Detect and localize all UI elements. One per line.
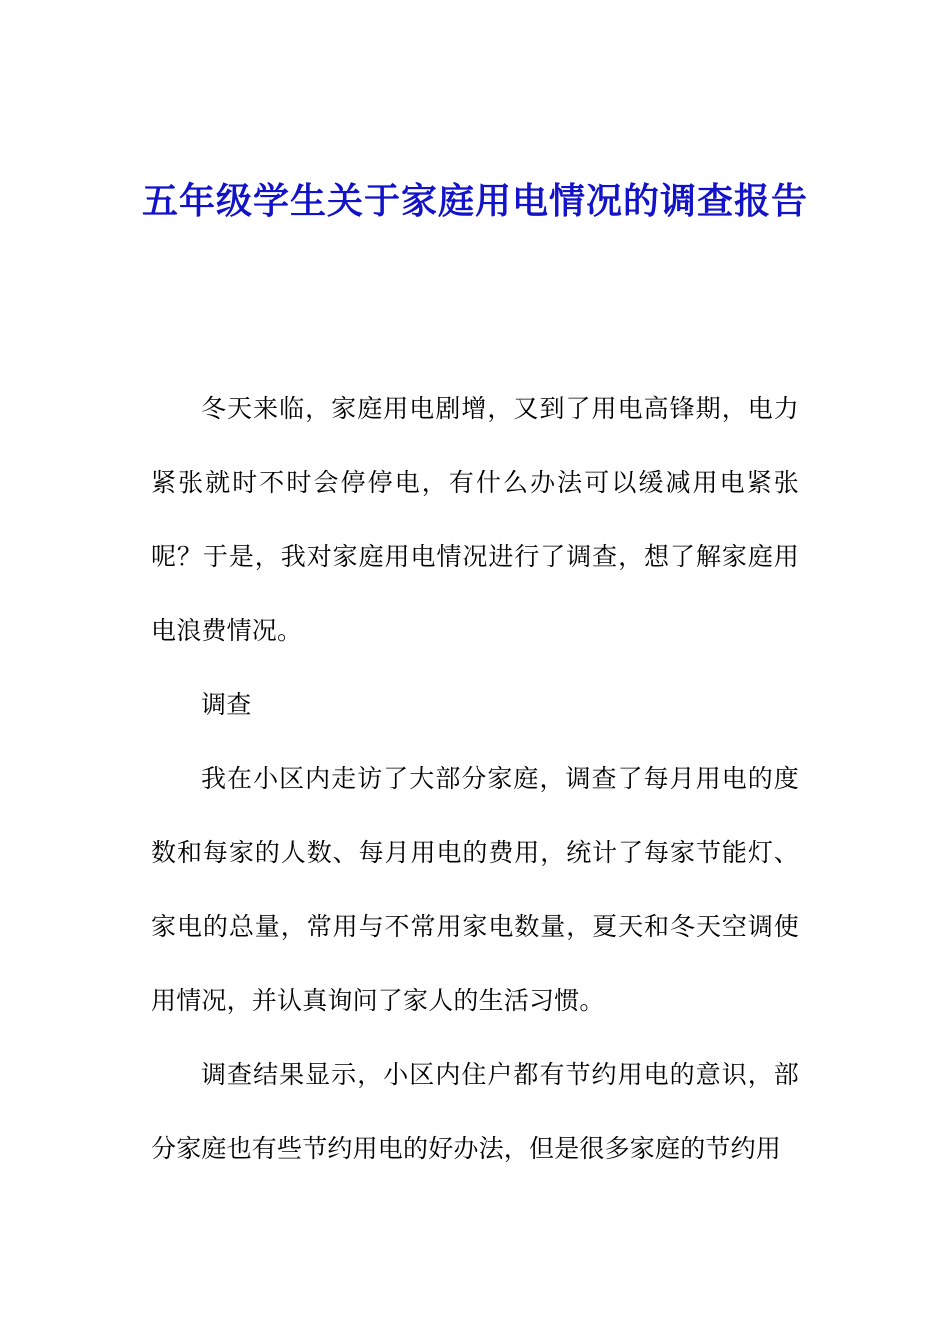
paragraph-survey-results: 调查结果显示，小区内住户都有节约用电的意识，部分家庭也有些节约用电的好办法，但是很多家庭的节约用	[151, 1060, 799, 1163]
paragraph-intro: 冬天来临，家庭用电剧增，又到了用电高锋期，电力紧张就时不时会停停电，有什么办法可以缓减用电紧张呢？于是，我对家庭用电情况进行了调查，想了解家庭用电浪费情况。	[151, 394, 799, 645]
paragraph-survey-method: 我在小区内走访了大部分家庭，调查了每月用电的度数和每家的人数、每月用电的费用，统计了每家节能灯、家电的总量，常用与不常用家电数量，夏天和冬天空调使用情况，并认真询问了家人的生活习惯。	[151, 764, 799, 1015]
document-body	[151, 372, 799, 1186]
document-title: 五年级学生关于家庭用电情况的调查报告	[141, 180, 808, 222]
paragraph-section-heading: 调查	[201, 690, 252, 719]
